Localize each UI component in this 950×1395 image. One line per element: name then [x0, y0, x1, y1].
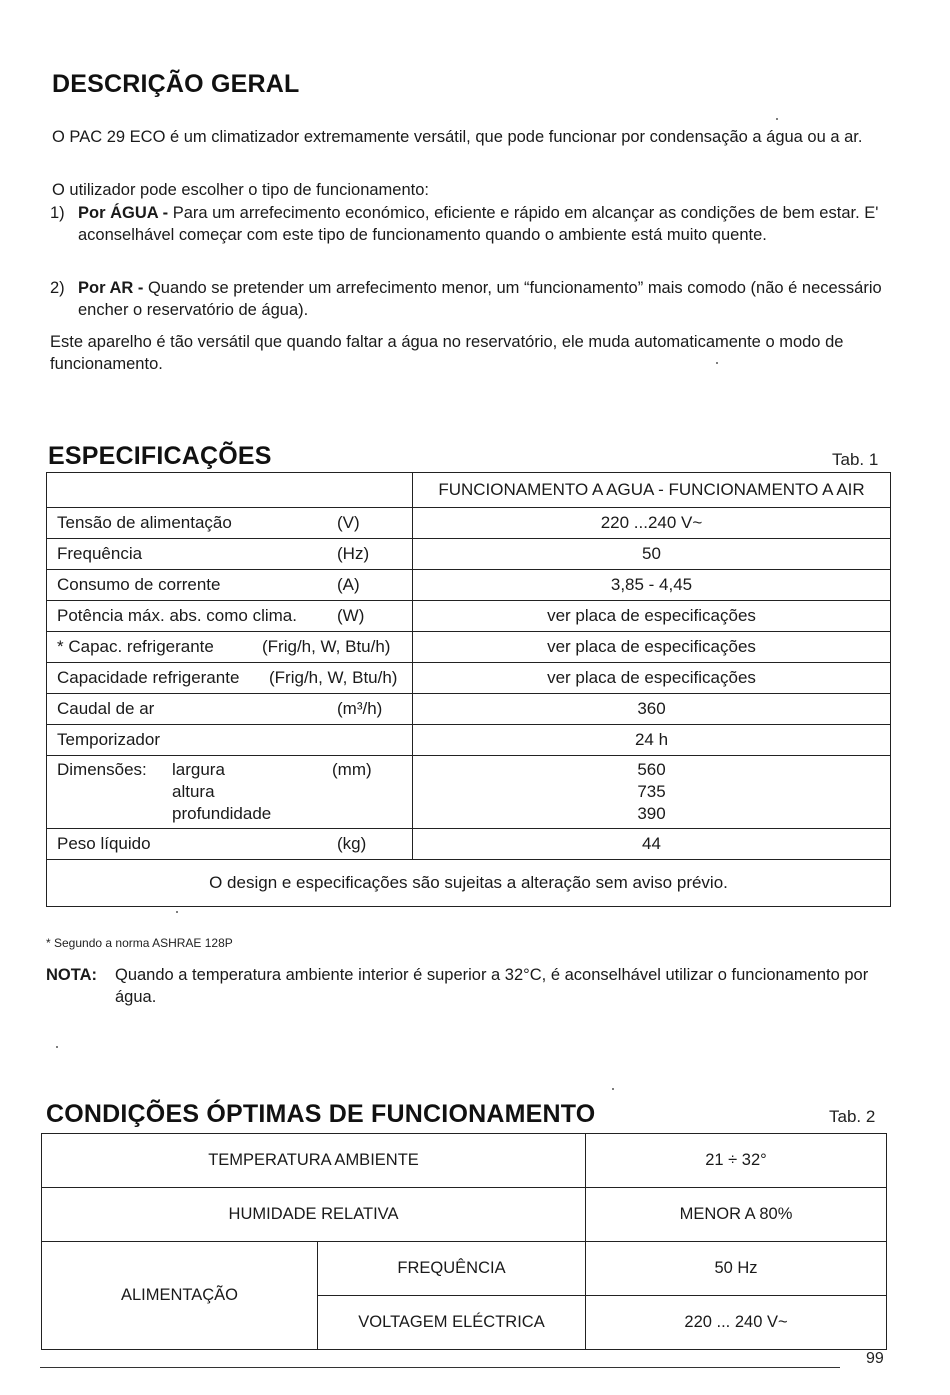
table-row [47, 694, 891, 725]
condition-label: TEMPERATURA AMBIENTE [42, 1134, 586, 1188]
spec-label: Tensão de alimentação [57, 513, 232, 532]
table-row [47, 570, 891, 601]
table-row [47, 632, 891, 663]
section-title-general-description: DESCRIÇÃO GERAL [52, 70, 300, 98]
spec-unit: (kg) [337, 834, 367, 853]
table-row [47, 725, 891, 756]
supply-label: ALIMENTAÇÃO [42, 1242, 318, 1350]
spec-label: Potência máx. abs. como clima. [57, 606, 297, 625]
spec-unit: (Frig/h, W, Btu/h) [269, 668, 398, 687]
table-row [47, 508, 891, 539]
condition-value: 220 ... 240 V~ [586, 1296, 887, 1350]
table-row [47, 829, 891, 860]
dimensions-grid [57, 757, 402, 827]
footnote: * Segundo a norma ASHRAE 128P [46, 936, 233, 950]
table-row [42, 1188, 887, 1242]
note-block [46, 964, 891, 1008]
specifications-table [46, 472, 891, 907]
spec-label: Capacidade refrigerante [57, 668, 240, 687]
mode-list-item [50, 277, 895, 321]
spec-label: Peso líquido [57, 834, 151, 853]
dimension-value: 390 [637, 804, 666, 823]
table-row [47, 601, 891, 632]
condition-value: 21 ÷ 32° [586, 1134, 887, 1188]
condition-value: 50 Hz [586, 1242, 887, 1296]
condition-label: FREQUÊNCIA [318, 1242, 586, 1296]
intro-paragraph: O PAC 29 ECO é um climatizador extremamente versátil, que pode funcionar por condensação a água ou a ar. [52, 128, 863, 146]
scan-speck [716, 362, 718, 364]
dimension-value: 560 [637, 760, 666, 779]
list-number: 2) [50, 279, 65, 297]
table-row [47, 860, 891, 907]
mode-list-item [50, 202, 895, 246]
table-row [47, 473, 891, 508]
spec-value: ver placa de especificações [413, 632, 891, 663]
spec-value: 360 [413, 694, 891, 725]
footer-rule [40, 1367, 840, 1368]
scan-speck [56, 1046, 58, 1048]
table-label: Tab. 1 [832, 450, 879, 469]
table-row [42, 1242, 887, 1296]
spec-value: ver placa de especificações [413, 663, 891, 694]
scan-speck [776, 118, 778, 120]
spec-unit: (A) [337, 575, 360, 594]
spec-label: Frequência [57, 544, 143, 563]
spec-label: Temporizador [57, 730, 160, 749]
list-item-bold: Por ÁGUA - [78, 204, 169, 222]
note-text: Quando a temperatura ambiente interior é superior a 32°C, é aconselhável utilizar o funcionamento por água. [115, 966, 869, 1006]
spec-value: 220 ...240 V~ [413, 508, 891, 539]
spec-value: 44 [413, 829, 891, 860]
list-number: 1) [50, 204, 65, 222]
condition-label: HUMIDADE RELATIVA [42, 1188, 586, 1242]
spec-label: * Capac. refrigerante [57, 637, 214, 656]
spec-label: Dimensões: [57, 760, 147, 779]
spec-unit: (Frig/h, W, Btu/h) [262, 637, 391, 656]
spec-value: 24 h [413, 725, 891, 756]
table-row [47, 663, 891, 694]
list-item-bold: Por AR - [78, 279, 144, 297]
note-label: NOTA: [46, 966, 98, 984]
table-row [47, 539, 891, 570]
dimension-value: 735 [637, 782, 666, 801]
spec-unit: (m³/h) [337, 699, 383, 718]
choice-paragraph: O utilizador pode escolher o tipo de funcionamento: [52, 181, 429, 199]
section-title-specifications: ESPECIFICAÇÕES [48, 442, 272, 470]
list-item-text: Para um arrefecimento económico, eficiente e rápido em alcançar as condições de bem estar. E' aconselhável começar com este tipo de funcionamento quando o ambiente está muito quente. [78, 204, 879, 244]
dimension-name: profundidade [172, 804, 272, 823]
spec-label: Consumo de corrente [57, 575, 221, 594]
section-title-optimal-conditions: CONDIÇÕES ÓPTIMAS DE FUNCIONAMENTO [46, 1100, 596, 1128]
scan-speck [176, 911, 178, 913]
spec-value: 3,85 - 4,45 [413, 570, 891, 601]
auto-switch-paragraph: Este aparelho é tão versátil que quando faltar a água no reservatório, ele muda automaticamente o modo de funcionamento. [50, 333, 844, 373]
header-mode-cell: FUNCIONAMENTO A AGUA - FUNCIONAMENTO A AIR [413, 473, 891, 508]
dimension-name: largura [172, 760, 225, 779]
disclaimer-cell: O design e especificações são sujeitas a alteração sem aviso prévio. [47, 860, 891, 907]
list-item-text: Quando se pretender um arrefecimento menor, um “funcionamento” mais comodo (não é necessário encher o reservatório de água). [78, 279, 882, 319]
spec-unit: (Hz) [337, 544, 370, 563]
spec-unit: (mm) [332, 760, 372, 779]
dimension-name: altura [172, 782, 215, 801]
spec-unit: (W) [337, 606, 365, 625]
table-row [42, 1134, 887, 1188]
condition-value: MENOR A 80% [586, 1188, 887, 1242]
spec-value: ver placa de especificações [413, 601, 891, 632]
spec-unit: (V) [337, 513, 360, 532]
scan-speck [612, 1088, 614, 1090]
table-row [47, 756, 891, 829]
spec-value: 50 [413, 539, 891, 570]
optimal-conditions-table [41, 1133, 887, 1350]
spec-label: Caudal de ar [57, 699, 155, 718]
header-empty-cell [47, 473, 413, 508]
page-number: 99 [866, 1350, 884, 1367]
table-label: Tab. 2 [829, 1107, 876, 1126]
condition-label: VOLTAGEM ELÉCTRICA [318, 1296, 586, 1350]
